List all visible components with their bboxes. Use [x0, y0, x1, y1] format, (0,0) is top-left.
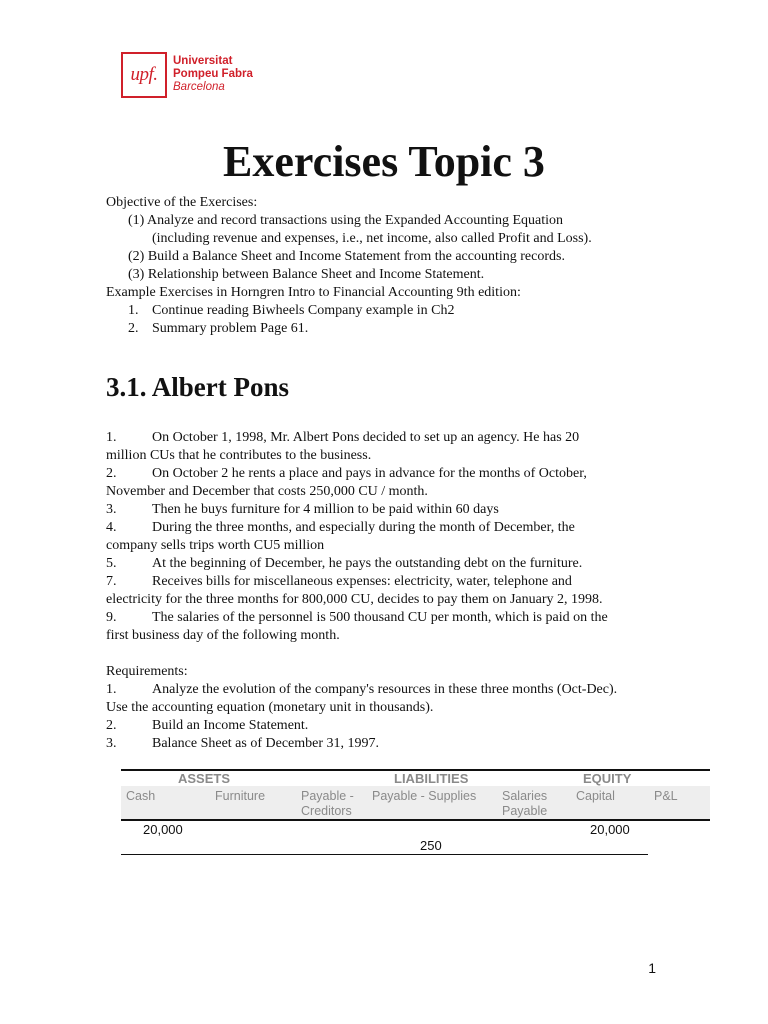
requirement-number: 2. [106, 718, 117, 733]
transaction-text: At the beginning of December, he pays the outstanding debt on the furniture. [152, 556, 583, 571]
objective-item: (3) Relationship between Balance Sheet and Income Statement. [128, 267, 485, 282]
example-number: 2. [128, 321, 139, 336]
requirement-number: 1. [106, 682, 117, 697]
col-salaries-payable-line2: Payable [502, 804, 548, 818]
col-cash: Cash [126, 789, 156, 803]
requirement-text: Analyze the evolution of the company's resources in these three months (Oct-Dec). [152, 682, 618, 697]
transaction-number: 4. [106, 520, 117, 535]
transaction-line [106, 555, 582, 573]
example-item [128, 320, 308, 338]
col-capital: Capital [576, 789, 615, 803]
transaction-number: 2. [106, 466, 117, 481]
table-bottom-rule [121, 854, 648, 855]
transaction-number: 7. [106, 574, 117, 589]
transaction-line [106, 429, 579, 447]
section-heading: 3.1. Albert Pons [106, 372, 290, 402]
group-liabilities: LIABILITIES [394, 771, 469, 786]
page-number: 1 [648, 960, 656, 976]
requirement-text: Build an Income Statement. [152, 718, 309, 733]
logo-line-2: Pompeu Fabra [173, 68, 253, 80]
example-number: 1. [128, 303, 139, 318]
objective-item: (including revenue and expenses, i.e., net income, also called Profit and Loss). [152, 231, 592, 246]
transaction-text: During the three months, and especially during the month of December, the [152, 520, 575, 535]
header-bottom-rule [121, 819, 710, 821]
transaction-number: 9. [106, 610, 117, 625]
group-equity: EQUITY [583, 771, 632, 786]
transaction-continuation: November and December that costs 250,000 CU / month. [106, 484, 428, 499]
requirements-title: Requirements: [106, 664, 188, 679]
col-payable-supplies: Payable - Supplies [372, 789, 477, 803]
transaction-text: The salaries of the personnel is 500 thousand CU per month, which is paid on the [152, 610, 608, 625]
col-salaries-payable-line1: Salaries [502, 789, 548, 803]
page-title: Exercises Topic 3 [223, 137, 545, 186]
col-pl: P&L [654, 789, 678, 803]
requirement-line [106, 735, 379, 753]
requirement-continuation: Use the accounting equation (monetary unit in thousands). [106, 700, 434, 715]
requirement-line [106, 717, 308, 735]
examples-intro: Example Exercises in Horngren Intro to Financial Accounting 9th edition: [106, 285, 521, 300]
transaction-continuation: million CUs that he contributes to the business. [106, 448, 372, 463]
col-payable-creditors-line1: Payable - [301, 789, 354, 803]
upf-logo-mark: upf. [121, 52, 167, 98]
col-payable-creditors [301, 789, 354, 819]
col-payable-creditors-line2: Creditors [301, 804, 352, 818]
transaction-line [106, 573, 572, 591]
transaction-text: On October 2 he rents a place and pays in advance for the months of October, [152, 466, 587, 481]
example-text: Continue reading Biwheels Company example in Ch2 [152, 303, 455, 318]
cell-payable-supplies: 250 [420, 838, 442, 853]
transaction-continuation: first business day of the following month. [106, 628, 340, 643]
transaction-number: 5. [106, 556, 117, 571]
col-salaries-payable [502, 789, 547, 819]
example-item [128, 302, 455, 320]
transaction-text: On October 1, 1998, Mr. Albert Pons decided to set up an agency. He has 20 [152, 430, 580, 445]
transaction-text: Receives bills for miscellaneous expenses: electricity, water, telephone and [152, 574, 572, 589]
objectives-intro: Objective of the Exercises: [106, 195, 258, 210]
objective-item: (1) Analyze and record transactions using the Expanded Accounting Equation [128, 213, 564, 228]
transaction-number: 1. [106, 430, 117, 445]
logo-line-3: Barcelona [173, 81, 225, 93]
logo-line-1: Universitat [173, 55, 233, 67]
transaction-line [106, 609, 608, 627]
cell-capital: 20,000 [590, 822, 630, 837]
objective-item: (2) Build a Balance Sheet and Income Statement from the accounting records. [128, 249, 565, 264]
transaction-line [106, 501, 499, 519]
group-assets: ASSETS [178, 771, 231, 786]
requirement-text: Balance Sheet as of December 31, 1997. [152, 736, 380, 751]
transaction-number: 3. [106, 502, 117, 517]
example-text: Summary problem Page 61. [152, 321, 309, 336]
requirement-number: 3. [106, 736, 117, 751]
requirement-line [106, 681, 617, 699]
col-furniture: Furniture [215, 789, 266, 803]
cell-cash: 20,000 [143, 822, 183, 837]
transaction-continuation: electricity for the three months for 800,000 CU, decides to pay them on January 2, 1998. [106, 592, 603, 607]
university-name [173, 55, 253, 94]
transaction-text: Then he buys furniture for 4 million to be paid within 60 days [152, 502, 499, 517]
transaction-continuation: company sells trips worth CU5 million [106, 538, 325, 553]
transaction-line [106, 465, 587, 483]
transaction-line [106, 519, 575, 537]
